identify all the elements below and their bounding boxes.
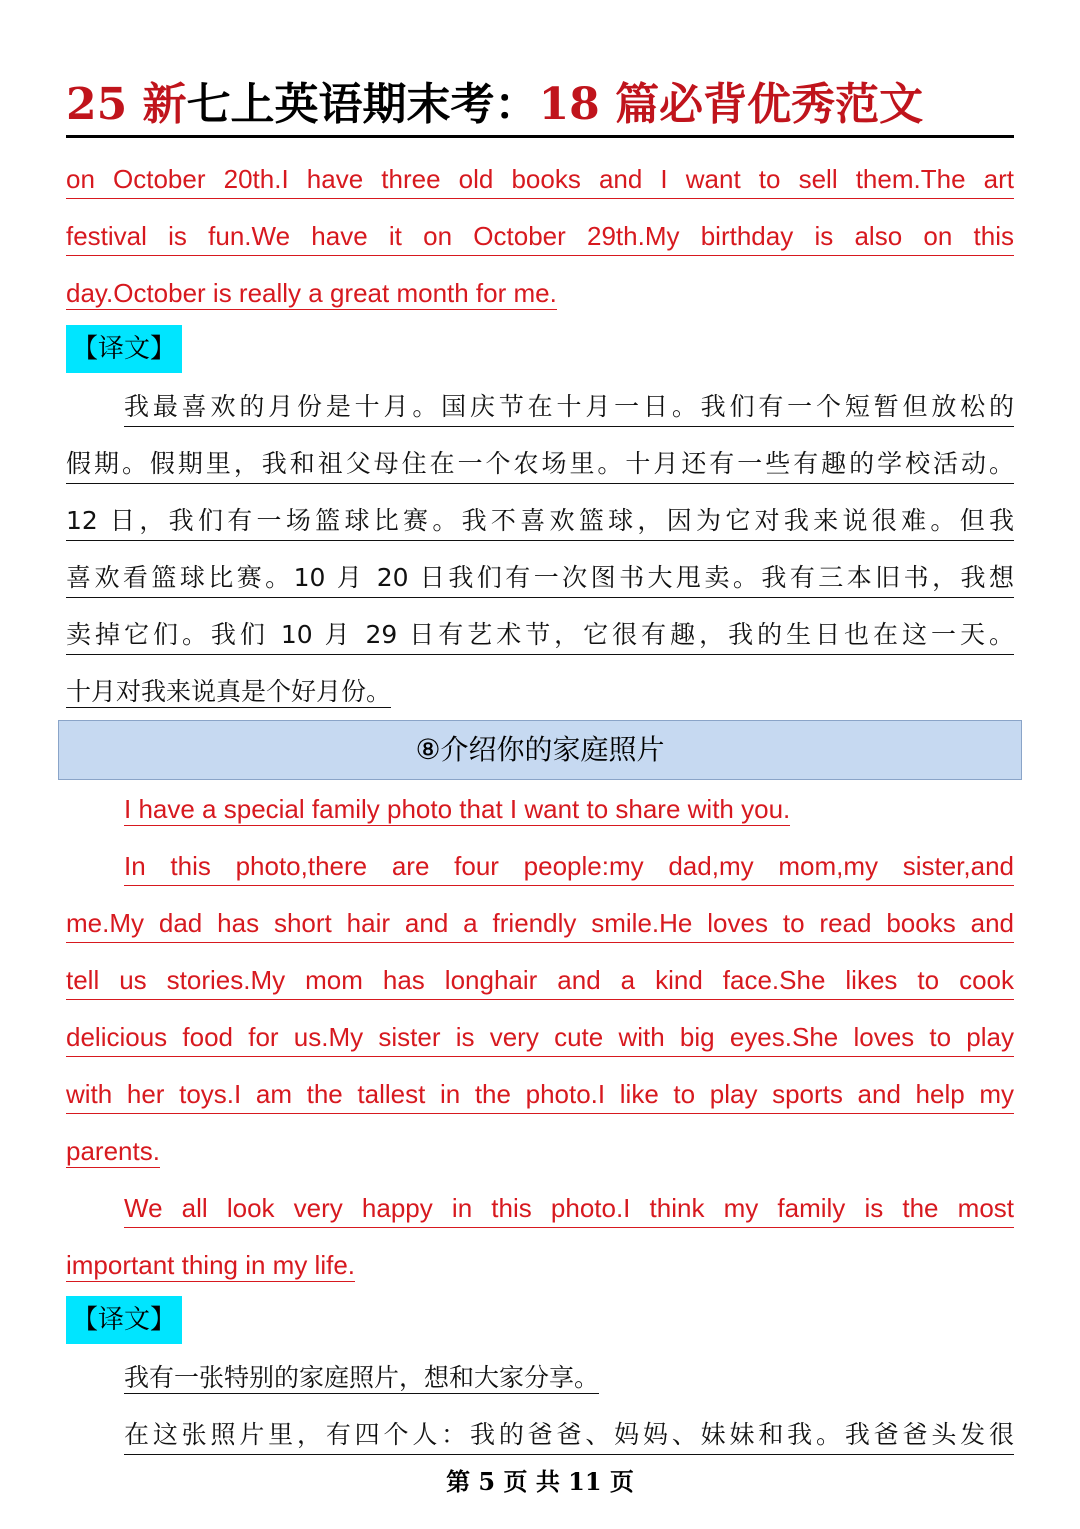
english-line: with her toys.I am the tallest in the photo.I like to play sports and help my bbox=[66, 1076, 1014, 1114]
title-part-1: 25 新 bbox=[66, 79, 187, 130]
translation-tag: 【译文】 bbox=[66, 325, 182, 373]
section-heading: ⑧介绍你的家庭照片 bbox=[58, 720, 1022, 780]
translation-line: 12 日，我们有一场篮球比赛。我不喜欢篮球，因为它对我来说很难。但我 bbox=[66, 503, 1014, 541]
page-number: 第 5 页 共 11 页 bbox=[446, 1467, 634, 1496]
translation-line: 在这张照片里，有四个人：我的爸爸、妈妈、妹妹和我。我爸爸头发很 bbox=[124, 1417, 1014, 1455]
english-line: delicious food for us.My sister is very cute with big eyes.She loves to play bbox=[66, 1019, 1014, 1057]
title-part-2: 七上英语期末考： bbox=[186, 79, 539, 130]
english-line: In this photo,there are four people:my dad,my mom,my sister,and bbox=[124, 848, 1014, 886]
english-line: We all look very happy in this photo.I think my family is the most bbox=[124, 1190, 1014, 1228]
english-line: tell us stories.My mom has longhair and a kind face.She likes to cook bbox=[66, 962, 1014, 1000]
english-line: day.October is really a great month for me. bbox=[66, 278, 557, 308]
translation-line: 假期。假期里，我和祖父母住在一个农场里。十月还有一些有趣的学校活动。 bbox=[66, 446, 1014, 484]
document-title bbox=[66, 72, 1014, 138]
translation-line: 喜欢看篮球比赛。10 月 20 日我们有一次图书大甩卖。我有三本旧书，我想 bbox=[66, 560, 1014, 598]
translation-line: 卖掉它们。我们 10 月 29 日有艺术节，它很有趣，我的生日也在这一天。 bbox=[66, 617, 1014, 655]
english-line: festival is fun.We have it on October 29th.My birthday is also on this bbox=[66, 218, 1014, 256]
english-line: me.My dad has short hair and a friendly smile.He loves to read books and bbox=[66, 905, 1014, 943]
english-line: parents. bbox=[66, 1136, 160, 1166]
translation-line: 我最喜欢的月份是十月。国庆节在十月一日。我们有一个短暂但放松的 bbox=[124, 389, 1014, 427]
translation-line: 十月对我来说真是个好月份。 bbox=[66, 677, 392, 706]
translation-line: 我有一张特别的家庭照片，想和大家分享。 bbox=[124, 1363, 600, 1392]
english-line: I have a special family photo that I want to share with you. bbox=[124, 794, 791, 824]
translation-tag: 【译文】 bbox=[66, 1296, 182, 1344]
english-line: important thing in my life. bbox=[66, 1250, 356, 1280]
english-line: on October 20th.I have three old books and I want to sell them.The art bbox=[66, 161, 1014, 199]
title-part-3: 18 篇必背优秀范文 bbox=[538, 79, 924, 130]
